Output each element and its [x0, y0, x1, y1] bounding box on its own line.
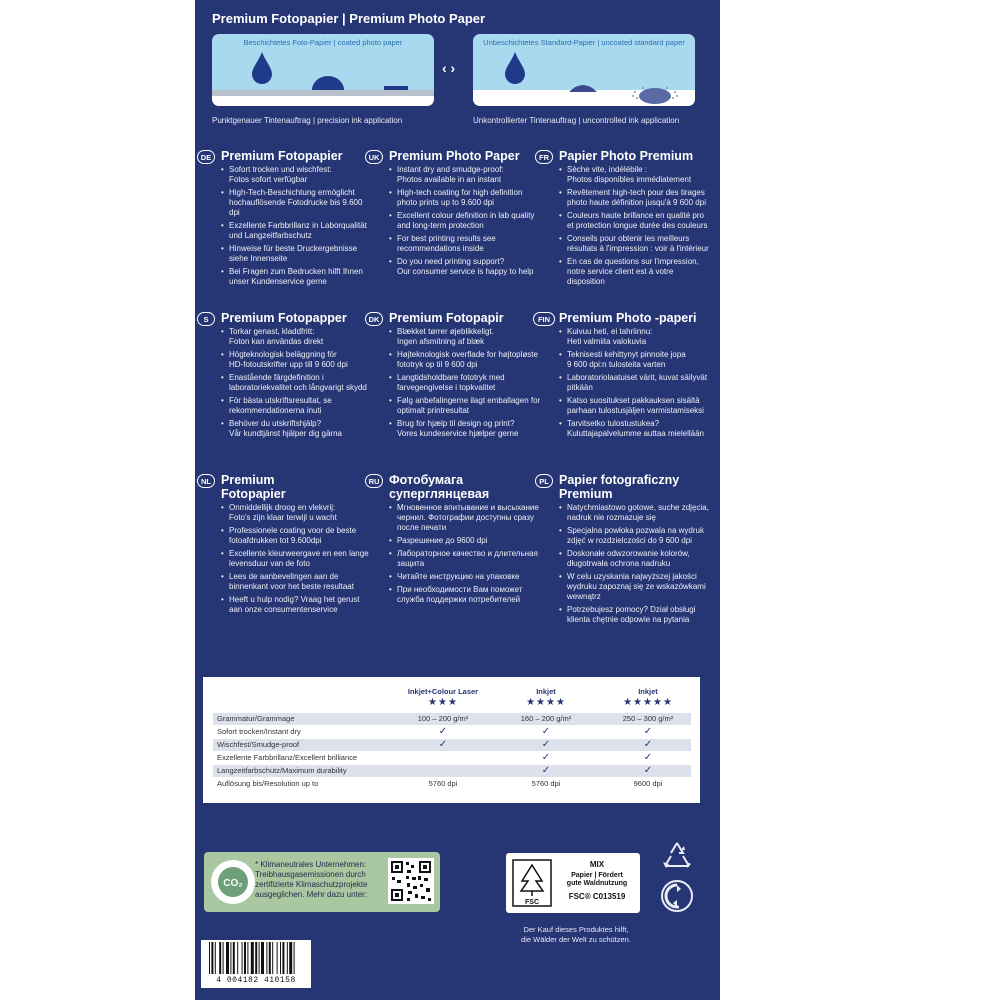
language-code-badge: DK [365, 312, 383, 326]
barcode-bar [226, 942, 229, 974]
language-code-badge: DE [197, 150, 215, 164]
barcode-bar [251, 942, 254, 974]
feature-item: • Лабораторное качество и длительная защита [389, 549, 543, 569]
uncontrolled-label: Unkontrollierter Tintenauftrag | uncontrolled ink application [473, 116, 680, 125]
barcode-bar [230, 942, 231, 974]
uncoated-ink-graphic [473, 34, 695, 106]
packaging-back-panel [195, 0, 720, 1000]
table-cell: 100 – 200 g/m² [417, 714, 469, 723]
feature-item: • Behöver du utskriftshjälp? Vår kundtjänst hjälper dig gärna [221, 419, 375, 439]
barcode-bar [237, 942, 238, 974]
barcode-bar [255, 942, 257, 974]
fsc-label-box [506, 853, 640, 913]
feature-item: • Brug for hjælp til design og print? Vores kundeservice hjælper gerne [389, 419, 543, 439]
section-heading: Premium Fotopapier [221, 149, 343, 163]
table-cell: ✓ [438, 726, 448, 737]
feature-item: • Sofort trocken und wischfest: Fotos sofort verfügbar [221, 165, 375, 185]
compare-arrows-icon: ‹ › [442, 60, 456, 76]
coated-paper-diagram [212, 34, 434, 106]
feature-item: • Revêtement high-tech pour des tirages photo haute définition jusqu'à 9 600 dpi [559, 188, 713, 208]
language-section-dk [368, 311, 543, 442]
barcode-bar [294, 942, 295, 974]
section-heading: Papier Photo Premium [559, 149, 694, 163]
feature-item: • Natychmiastowo gotowe, suche zdjęcia, nadruk nie rozmazuje się [559, 503, 713, 523]
barcode-bar [211, 942, 213, 974]
feature-item: • Katso suositukset pakkauksen sisältä parhaan tulostusjäljen varmistamiseksi [559, 396, 713, 416]
language-code-badge: FIN [533, 312, 555, 326]
language-code-badge: RU [365, 474, 383, 488]
section-heading: Premium Photo -paperi [559, 311, 697, 325]
language-code-badge: FR [535, 150, 553, 164]
barcode-bar [277, 942, 278, 974]
table-cell: ✓ [541, 752, 551, 763]
table-cell: 5760 dpi [428, 779, 458, 788]
feature-item: • High-tech coating for high definition photo prints up to 9.600 dpi [389, 188, 543, 208]
seal-center: CO₂ [223, 878, 243, 889]
table-cell: ✓ [643, 752, 653, 763]
feature-item: • Professionele coating voor de beste fotoafdrukken tot 9.600dpi [221, 526, 375, 546]
feature-item: • Do you need printing support? Our consumer service is happy to help [389, 257, 543, 277]
table-cell: ✓ [541, 726, 551, 737]
section-heading: Papier fotograficzny Premium [559, 473, 680, 501]
recycle-icon [659, 840, 695, 872]
table-cell: ✓ [541, 739, 551, 750]
feature-item: • Tarvitsetko tulostustukea? Kuluttajapalvelumme auttaa mielellään [559, 419, 713, 439]
barcode-bar [242, 942, 243, 974]
feature-list [389, 165, 543, 277]
section-heading: Premium Fotopapir [389, 311, 504, 325]
feature-item: • Instant dry and smudge-proof: Photos available in an instant [389, 165, 543, 185]
barcode-bar [261, 942, 264, 974]
column-header: Inkjet+Colour Laser [407, 687, 479, 696]
feature-list [389, 327, 543, 439]
feature-item: • Teknisesti kehittynyt pinnoite jopa 9 600 dpi:n tulosteita varten [559, 350, 713, 370]
table-cell: 160 – 200 g/m² [520, 714, 572, 723]
table-cell: 9600 dpi [633, 779, 663, 788]
row-label: Auflösung bis/Resolution up to [217, 779, 319, 788]
uncoated-paper-diagram [473, 34, 695, 106]
feature-item: • Onmiddellijk droog en vlekvrij: Foto's zijn klaar terwijl u wacht [221, 503, 375, 523]
section-heading: Premium Photo Paper [389, 149, 520, 163]
language-section-uk [368, 149, 543, 280]
barcode-bar [269, 942, 271, 974]
barcode-icon [201, 940, 311, 988]
barcode-bar [289, 942, 292, 974]
language-section-s [205, 311, 375, 442]
feature-item: • Højteknologisk overflade for højtopløste fototryk op til 9 600 dpi [389, 350, 543, 370]
feature-item: • Laboratoriolaatuiset värit, kuvat säilyvät pitkään [559, 373, 713, 393]
table-cell: ✓ [643, 739, 653, 750]
feature-list [221, 165, 375, 287]
feature-item: • Lees de aanbevelingen aan de binnenkant voor het beste resultaat [221, 572, 375, 592]
feature-item: • Følg anbefalingerne ilagt emballagen for optimalt printresultat [389, 396, 543, 416]
feature-item: • Potrzebujesz pomocy? Dział obsługi klienta chętnie odpowie na pytania [559, 605, 713, 625]
coated-caption: Beschichtetes Foto-Papier | coated photo paper [243, 38, 403, 47]
table-cell: 250 – 300 g/m² [622, 714, 674, 723]
feature-item: • Sèche vite, indélébile : Photos disponibles immédiatement [559, 165, 713, 185]
language-section-fr [539, 149, 713, 290]
paper-layer [212, 96, 434, 106]
feature-item: • Kuivuu heti, ei tahriinnu: Heti valmiita valokuvia [559, 327, 713, 347]
barcode-bar [219, 942, 221, 974]
feature-list [221, 503, 375, 615]
page-title: Premium Fotopapier | Premium Photo Paper [212, 11, 486, 26]
feature-item: • Torkar genast, kladdfritt: Foton kan användas direkt [221, 327, 375, 347]
fsc-code: FSC® C013519 [568, 892, 626, 901]
table-row [213, 752, 691, 764]
feature-item: • For best printing results see recommendations inside [389, 234, 543, 254]
climate-text: * Klimaneutrales Unternehmen: Treibhausgasemissionen durch zertifizierte Klimaschutzprojekte ausgeglichen. Mehr dazu unter: [255, 860, 368, 899]
qr-code-icon[interactable] [388, 858, 434, 904]
feature-item: • Couleurs haute brillance en qualité pro et protection longue durée des couleurs [559, 211, 713, 231]
table-cell: ✓ [438, 739, 448, 750]
row-label: Langzeitfarbschutz/Maximum durability [217, 766, 347, 775]
section-heading: Premium Fotopapper [221, 311, 347, 325]
feature-item: • En cas de questions sur l'impression, notre service client est à votre disposition [559, 257, 713, 287]
barcode-bar [272, 942, 273, 974]
table-cell: ✓ [643, 765, 653, 776]
table-row [213, 726, 691, 738]
feature-item: • Doskonałe odwzorowanie kolorów, długotrwała ochrona nadruku [559, 549, 713, 569]
barcode-bar [280, 942, 281, 974]
barcode-bar [247, 942, 248, 974]
feature-list [221, 327, 375, 439]
feature-list [389, 503, 543, 605]
barcode-number: 4 004182 410158 [216, 976, 296, 985]
feature-item: • Bei Fragen zum Bedrucken hilft Ihnen unser Kundenservice gerne [221, 267, 375, 287]
table-row [213, 739, 691, 751]
fsc-tree-icon [512, 859, 552, 907]
language-section-de [200, 149, 375, 290]
uncoated-caption: Unbeschichtetes Standard-Papier | uncoated standard paper [483, 38, 685, 47]
star-rating: ★★★ [428, 697, 458, 708]
feature-item: • Blækket tørrer øjeblikkeligt. Ingen afsmitning af blæk [389, 327, 543, 347]
barcode-bar [287, 942, 288, 974]
feature-item: • Conseils pour obtenir les meilleurs résultats à l'impression : voir à l'intérieur [559, 234, 713, 254]
star-rating: ★★★★★ [623, 697, 673, 708]
feature-item: • При необходимости Вам поможет служба поддержки потребителей [389, 585, 543, 605]
feature-item: • Excellente kleurweergave en een lange levensduur van de foto [221, 549, 375, 569]
comparison-table [203, 677, 700, 803]
language-section-pl [539, 473, 713, 628]
feature-item: • Hinweise für beste Druckergebnisse siehe Innenseite [221, 244, 375, 264]
column-header: Inkjet [638, 687, 658, 696]
feature-item: • Читайте инструкцию на упаковке [389, 572, 543, 582]
fsc-logo-text: FSC [525, 899, 539, 906]
feature-item: • Enastående färgdefinition i laboratoriekvalitet och långvarigt skydd [221, 373, 375, 393]
co2-seal-icon [210, 859, 256, 905]
language-section-fin [537, 311, 713, 442]
feature-item: • Specjalna powłoka pozwala na wydruk zdjęć w rozdzielczości do 9 600 dpi [559, 526, 713, 546]
table-cell: ✓ [643, 726, 653, 737]
star-rating: ★★★★ [526, 697, 566, 708]
section-heading: Premium Fotopapier [221, 473, 286, 501]
precision-label: Punktgenauer Tintenauftrag | precision ink application [212, 116, 403, 125]
language-section-nl [201, 473, 375, 618]
barcode-bar [233, 942, 235, 974]
feature-item: • High-Tech-Beschichtung ermöglicht hochauflösende Fotodrucke bis 9.600 dpi [221, 188, 375, 218]
green-dot-icon [661, 880, 693, 912]
barcode-bar [215, 942, 216, 974]
table-cell: ✓ [541, 765, 551, 776]
column-header: Inkjet [536, 687, 556, 696]
table-cell: 5760 dpi [531, 779, 561, 788]
table-row [213, 713, 691, 725]
barcode-bar [244, 942, 246, 974]
feature-list [559, 503, 713, 625]
table-row [213, 765, 691, 777]
row-label: Exzellente Farbbrillanz/Excellent brilliance [217, 753, 358, 762]
language-code-badge: PL [535, 474, 553, 488]
row-label: Wischfest/Smudge-proof [217, 740, 300, 749]
feature-item: • Heeft u hulp nodig? Vraag het gerust aan onze consumentenservice [221, 595, 375, 615]
feature-item: • Разрешение до 9600 dpi [389, 536, 543, 546]
water-drop-icon [505, 52, 525, 84]
row-label: Sofort trocken/Instant dry [217, 727, 301, 736]
feature-list [559, 165, 713, 287]
feature-item: • Högteknologisk beläggning för HD-fotoutskrifter upp till 9 600 dpi [221, 350, 375, 370]
barcode-bar [223, 942, 224, 974]
fsc-description: Papier | Fördert gute Waldnutzung [566, 872, 628, 887]
language-section-ru [368, 473, 543, 608]
feature-item: • Exzellente Farbbrillanz in Laborqualität und Langzeitfarbschutz [221, 221, 375, 241]
language-code-badge: S [197, 312, 215, 326]
language-code-badge: NL [197, 474, 215, 488]
barcode-bar [282, 942, 284, 974]
barcode-bar [259, 942, 260, 974]
table-row [213, 778, 691, 790]
barcode-bar [266, 942, 267, 974]
feature-item: • W celu uzyskania najwyższej jakości wydruku zapoznaj się ze wskazówkami wewnątrz [559, 572, 713, 602]
feature-list [559, 327, 713, 439]
fsc-mix: MIX [589, 860, 605, 869]
barcode-bar [209, 942, 210, 974]
feature-item: • Мгновенное впитывание и высыхание чернил. Фотографии доступны сразу после печати [389, 503, 543, 533]
row-label: Grammatur/Grammage [217, 714, 295, 723]
feature-item: • För bästa utskriftsresultat, se rekommendationerna inuti [221, 396, 375, 416]
feature-item: • Langtidsholdbare fototryk med farvegengivelse i topkvalitet [389, 373, 543, 393]
language-code-badge: UK [365, 150, 383, 164]
forest-note: Der Kauf dieses Produktes hilft, die Wälder der Welt zu schützen. [521, 925, 631, 944]
water-drop-icon [252, 52, 272, 84]
section-heading: Фотобумага суперглянцевая [389, 473, 490, 501]
feature-item: • Excellent colour definition in lab quality and long-term protection [389, 211, 543, 231]
